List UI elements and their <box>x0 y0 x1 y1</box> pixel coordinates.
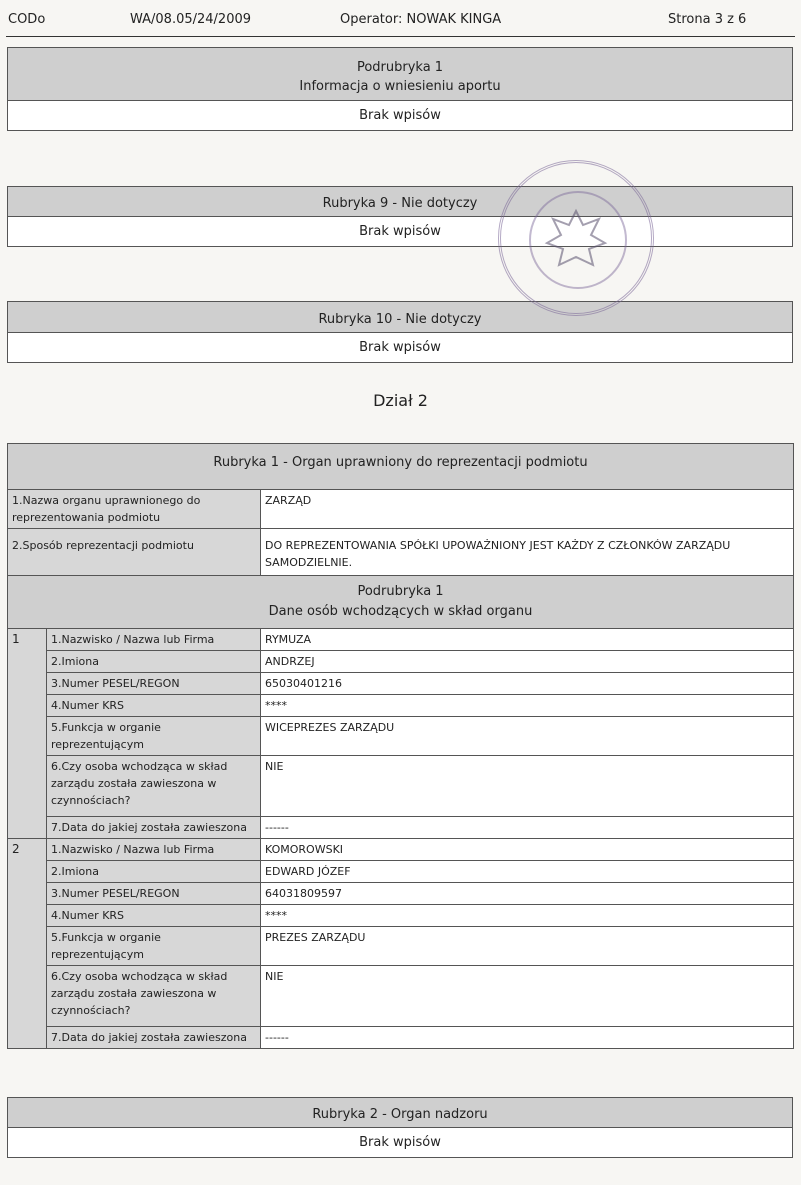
person-field-value: 64031809597 <box>261 883 794 905</box>
person-field-label: 5.Funkcja w organie reprezentującym <box>47 717 261 756</box>
table-row <box>8 966 794 1027</box>
organ-name-value: ZARZĄD <box>261 490 794 529</box>
person-field-label: 4.Numer KRS <box>47 905 261 927</box>
header-divider <box>6 36 795 37</box>
doc-code: CODo <box>8 12 46 27</box>
person-field-value: ------ <box>261 1027 794 1049</box>
table-row <box>8 839 794 861</box>
table-row <box>8 927 794 966</box>
person-field-label: 1.Nazwisko / Nazwa lub Firma <box>47 839 261 861</box>
podrubryka1-aport-title: Podrubryka 1 <box>356 60 444 75</box>
person-field-label: 3.Numer PESEL/REGON <box>47 673 261 695</box>
table-row <box>8 817 794 839</box>
table-row <box>8 651 794 673</box>
table-row <box>8 883 794 905</box>
person-field-value: KOMOROWSKI <box>261 839 794 861</box>
rubryka10-body: Brak wpisów <box>7 333 793 363</box>
rubryka1-table <box>7 443 794 1049</box>
person-field-label: 3.Numer PESEL/REGON <box>47 883 261 905</box>
dzial-title: Dział 2 <box>373 391 428 410</box>
person-field-label: 1.Nazwisko / Nazwa lub Firma <box>47 629 261 651</box>
rubryka10-header: Rubryka 10 - Nie dotyczy <box>7 301 793 333</box>
person-field-value: ANDRZEJ <box>261 651 794 673</box>
representation-method-value: DO REPREZENTOWANIA SPÓŁKI UPOWAŻNIONY JEST KAŻDY Z CZŁONKÓW ZARZĄDU SAMODZIELNIE. <box>261 529 794 576</box>
table-row <box>8 861 794 883</box>
doc-reference: WA/08.05/24/2009 <box>130 12 252 27</box>
person-field-label: 2.Imiona <box>47 861 261 883</box>
page-header <box>0 0 801 40</box>
rubryka1-header-row <box>8 444 794 490</box>
organ-name-label: 1.Nazwa organu uprawnionego do reprezentowania podmiotu <box>8 490 261 529</box>
podrubryka1-persons-header-row <box>8 576 794 629</box>
table-row <box>8 1027 794 1049</box>
table-row <box>8 717 794 756</box>
person-field-value: 65030401216 <box>261 673 794 695</box>
table-row <box>8 490 794 529</box>
podrubryka1-persons-header <box>8 576 794 629</box>
page-number: Strona 3 z 6 <box>668 12 747 27</box>
person-field-value: NIE <box>261 966 794 1027</box>
podrubryka1-aport-subtitle: Informacja o wniesieniu aportu <box>299 79 501 94</box>
person-field-value: **** <box>261 905 794 927</box>
table-row <box>8 673 794 695</box>
representation-method-label: 2.Sposób reprezentacji podmiotu <box>8 529 261 576</box>
rubryka2-body: Brak wpisów <box>7 1128 793 1158</box>
podrubryka1-aport-body: Brak wpisów <box>7 101 793 131</box>
person-field-label: 6.Czy osoba wchodząca w skład zarządu została zawieszona w czynnościach? <box>47 756 261 817</box>
table-row <box>8 756 794 817</box>
person-field-value: PREZES ZARZĄDU <box>261 927 794 966</box>
person-field-label: 5.Funkcja w organie reprezentującym <box>47 927 261 966</box>
person-field-label: 7.Data do jakiej została zawieszona <box>47 817 261 839</box>
rubryka9-header: Rubryka 9 - Nie dotyczy <box>7 186 793 217</box>
rubryka1-title: Rubryka 1 - Organ uprawniony do reprezentacji podmiotu <box>8 444 794 490</box>
operator-name: Operator: NOWAK KINGA <box>340 12 502 27</box>
person-field-value: **** <box>261 695 794 717</box>
person-field-value: WICEPREZES ZARZĄDU <box>261 717 794 756</box>
person-field-label: 4.Numer KRS <box>47 695 261 717</box>
person-2-number: 2 <box>8 839 47 1049</box>
person-field-value: NIE <box>261 756 794 817</box>
person-field-value: EDWARD JÓZEF <box>261 861 794 883</box>
eagle-emblem-icon <box>501 163 651 313</box>
podrubryka1-aport-header <box>7 47 793 101</box>
table-row <box>8 695 794 717</box>
person-field-label: 6.Czy osoba wchodząca w skład zarządu została zawieszona w czynnościach? <box>47 966 261 1027</box>
table-row <box>8 905 794 927</box>
podrubryka1-persons-title: Podrubryka 1 <box>357 584 444 599</box>
rubryka9-body: Brak wpisów <box>7 217 793 247</box>
person-field-label: 7.Data do jakiej została zawieszona <box>47 1027 261 1049</box>
rubryka2-header: Rubryka 2 - Organ nadzoru <box>7 1097 793 1128</box>
person-1-number: 1 <box>8 629 47 839</box>
official-stamp <box>498 160 654 316</box>
table-row <box>8 529 794 576</box>
podrubryka1-persons-subtitle: Dane osób wchodzących w skład organu <box>268 604 533 619</box>
person-field-value: RYMUZA <box>261 629 794 651</box>
person-field-value: ------ <box>261 817 794 839</box>
person-field-label: 2.Imiona <box>47 651 261 673</box>
table-row <box>8 629 794 651</box>
